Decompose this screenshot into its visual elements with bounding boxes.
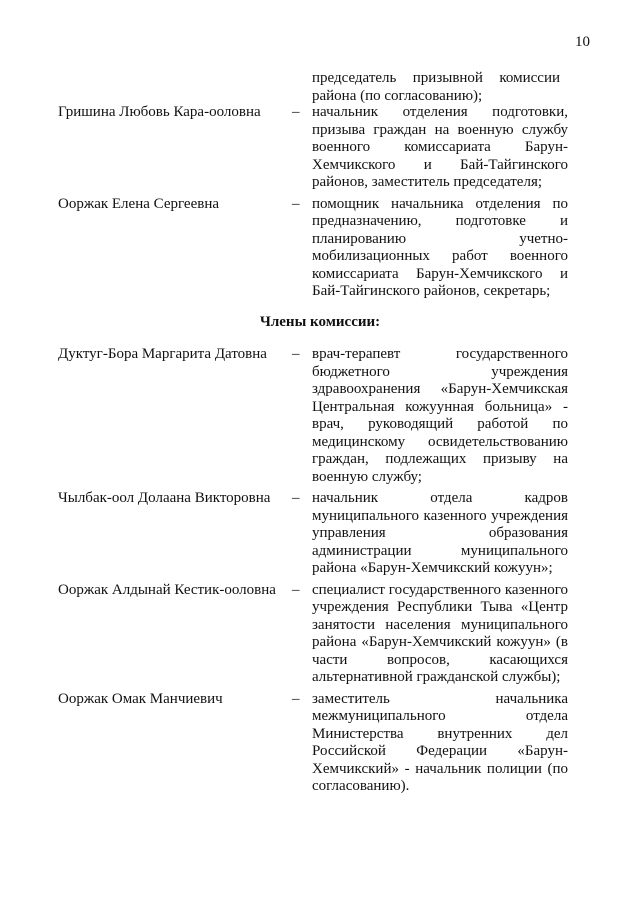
person-role: врач-терапевт государственного бюджетного учреждения здравоохранения «Барун-Хемчикская Центральная кожуунная больница» - врач, руководящий работой по медицинскому освидетельствованию граждан, подлежащих призыву на военную службу; (312, 346, 568, 485)
leadership-list (0, 104, 640, 305)
member-entry (0, 490, 640, 578)
person-role: начальник отделения подготовки, призыва граждан на военную службу военного комиссариата Барун-Хемчикского и Бай-Тайгинского районов, заместитель председателя; (312, 104, 568, 190)
leadership-entry (0, 196, 640, 301)
person-name: Ооржак Алдынай Кестик-ооловна (58, 581, 276, 598)
dash-separator: – (292, 690, 300, 707)
intro-role-text: председатель призывной комиссии района (по согласованию); (312, 70, 560, 104)
person-name: Ооржак Омак Манчиевич (58, 690, 223, 707)
dash-separator: – (292, 346, 300, 362)
person-role: заместитель начальника межмуниципального отдела Министерства внутренних дел Российской Федерации «Барун-Хемчикский» - начальник полиции (по согласованию). (312, 690, 568, 794)
member-entry (0, 346, 640, 486)
member-entry (0, 691, 640, 796)
page-number: 10 (575, 34, 590, 50)
member-entry (0, 582, 640, 687)
dash-separator: – (292, 104, 300, 120)
person-role: начальник отдела кадров муниципального казенного учреждения управления образования администрации муниципального района «Барун-Хемчикский кожуун»; (312, 490, 568, 576)
person-name: Чылбак-оол Долаана Викторовна (58, 490, 271, 506)
person-name: Дуктуг-Бора Маргарита Датовна (58, 346, 267, 362)
person-name: Гришина Любовь Кара-ооловна (58, 104, 261, 120)
dash-separator: – (292, 581, 300, 598)
leadership-entry (0, 104, 640, 192)
members-list (0, 346, 640, 800)
dash-separator: – (292, 490, 300, 506)
person-role: специалист государственного казенного учреждения Республики Тыва «Центр занятости населения муниципального района «Барун-Хемчикский кожуун» (в части вопросов, касающихся альтернативной гражданской службы); (312, 581, 568, 685)
person-role: помощник начальника отделения по предназначению, подготовке и планированию учетно-мобилизационных работ военного комиссариата Барун-Хемчикского и Бай-Тайгинского районов, секретарь; (312, 195, 568, 299)
dash-separator: – (292, 195, 300, 212)
person-name: Ооржак Елена Сергеевна (58, 195, 220, 212)
section-heading: Члены комиссии: (259, 314, 381, 330)
